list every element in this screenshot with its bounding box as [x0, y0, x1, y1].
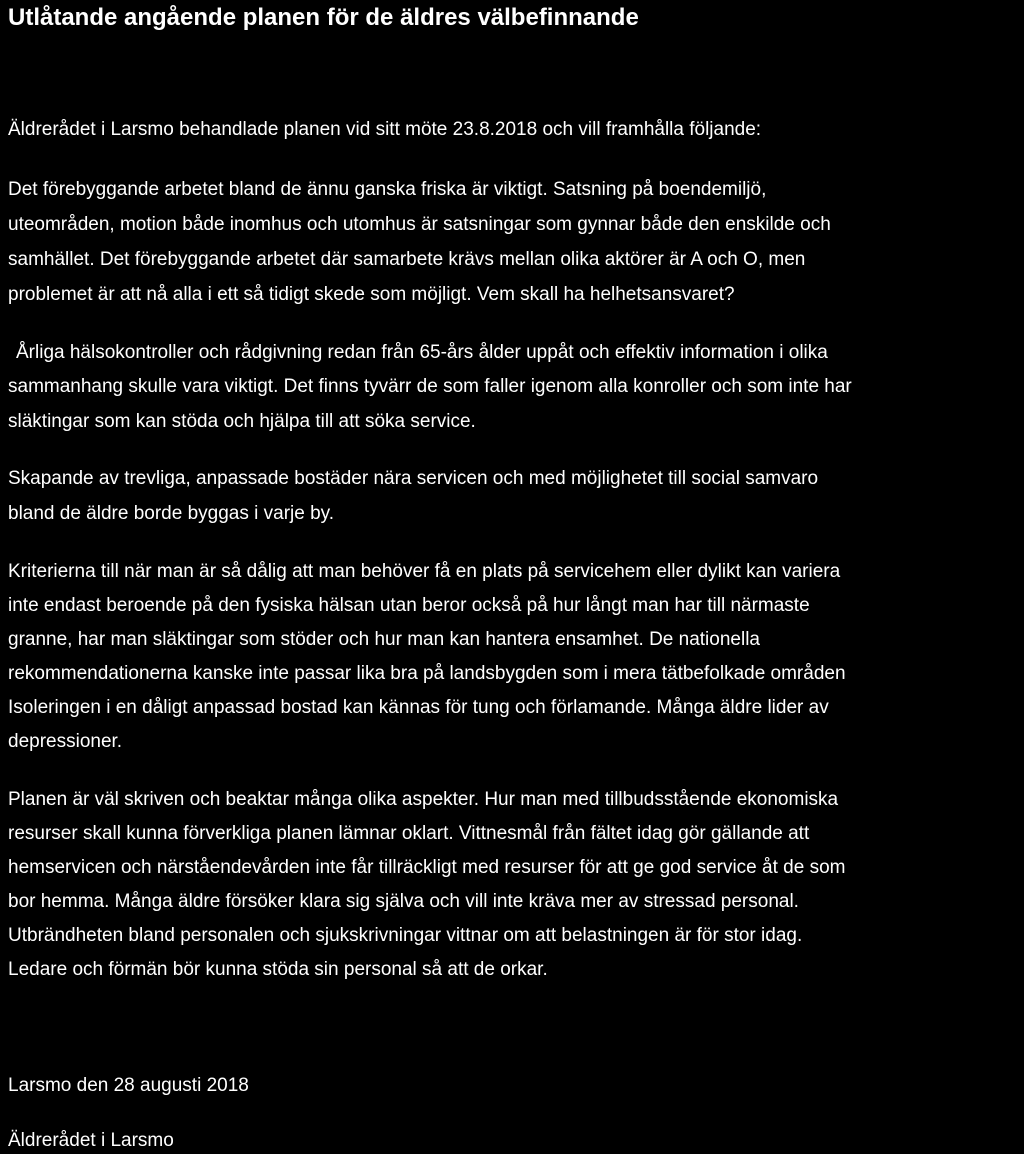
paragraph-4-line-1: Kriterierna till när man är så dålig att man behöver få en plats på servicehem eller dylikt kan variera [8, 561, 841, 582]
paragraph-1-line-2: uteområden, motion både inomhus och utomhus är satsningar som gynnar både den enskilde och [8, 214, 831, 235]
paragraph-3-line-1: Skapande av trevliga, anpassade bostäder nära servicen och med möjlighetet till social samvaro [8, 468, 819, 489]
paragraph-5-line-6: Ledare och förmän bör kunna stöda sin personal så att de orkar. [8, 959, 548, 980]
signature: Äldrerådet i Larsmo [8, 1130, 174, 1151]
place-date: Larsmo den 28 augusti 2018 [8, 1075, 249, 1096]
paragraph-5-line-4: bor hemma. Många äldre försöker klara sig själva och vill inte kräva mer av stressad personal. [8, 891, 799, 912]
paragraph-1-line-3: samhället. Det förebyggande arbetet där samarbete krävs mellan olika aktörer är A och O, men [8, 249, 806, 270]
paragraph-5-line-1: Planen är väl skriven och beaktar många olika aspekter. Hur man med tillbudsstående ekonomiska [8, 789, 839, 810]
paragraph-4-line-6: depressioner. [8, 731, 123, 752]
paragraph-5-line-3: hemservicen och närståendevården inte får tillräckligt med resurser för att ge god service åt de som [8, 857, 846, 878]
paragraph-2-line-3: släktingar som kan stöda och hjälpa till att söka service. [8, 411, 476, 432]
document-title: Utlåtande angående planen för de äldres välbefinnande [8, 4, 639, 31]
paragraph-5-line-5: Utbrändheten bland personalen och sjukskrivningar vittnar om att belastningen är för stor idag. [8, 925, 803, 946]
paragraph-2-line-2: sammanhang skulle vara viktigt. Det finns tyvärr de som faller igenom alla konroller och som inte har [8, 376, 852, 397]
paragraph-4-line-5: Isoleringen i en dåligt anpassad bostad kan kännas för tung och förlamande. Många äldre lider av [8, 697, 829, 718]
paragraph-4-line-3: granne, har man släktingar som stöder och hur man kan hantera ensamhet. De nationella [8, 629, 760, 650]
paragraph-1-line-4: problemet är att nå alla i ett så tidigt skede som möjligt. Vem skall ha helhetsansvaret? [8, 284, 735, 305]
paragraph-3-line-2: bland de äldre borde byggas i varje by. [8, 503, 335, 524]
paragraph-1-line-1: Det förebyggande arbetet bland de ännu ganska friska är viktigt. Satsning på boendemiljö, [8, 179, 767, 200]
intro-text: Äldrerådet i Larsmo behandlade planen vid sitt möte 23.8.2018 och vill framhålla följande: [8, 119, 762, 140]
paragraph-2-line-1: Årliga hälsokontroller och rådgivning redan från 65-års ålder uppåt och effektiv information i olika [16, 342, 828, 363]
paragraph-4-line-2: inte endast beroende på den fysiska hälsan utan beror också på hur långt man har till närmaste [8, 595, 810, 616]
paragraph-4-line-4: rekommendationerna kanske inte passar lika bra på landsbygden som i mera tätbefolkade områden [8, 663, 846, 684]
paragraph-5-line-2: resurser skall kunna förverkliga planen lämnar oklart. Vittnesmål från fältet idag gör gällande att [8, 823, 810, 844]
